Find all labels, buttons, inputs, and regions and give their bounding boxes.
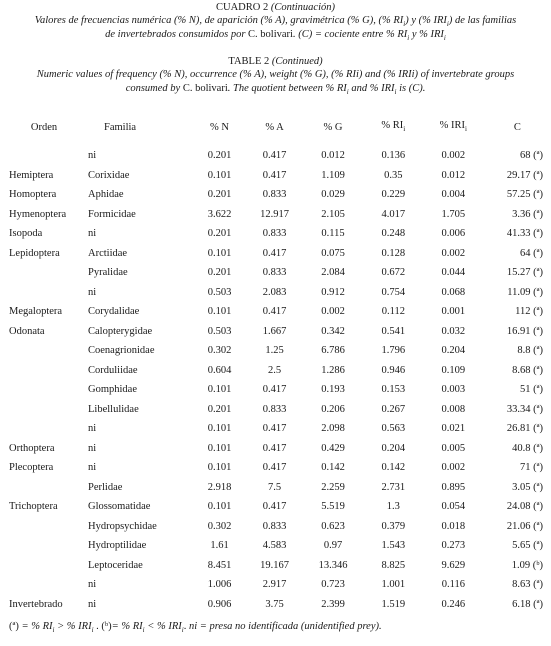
cell-orden xyxy=(0,419,88,439)
cell-c: 40.8 (ª) xyxy=(512,442,543,454)
cell-ri: 0.35 xyxy=(384,169,403,181)
table-row xyxy=(0,380,551,400)
cell-orden: Hemiptera xyxy=(9,169,54,181)
cell-iri: 0.032 xyxy=(441,325,466,337)
cell-familia: Corixidae xyxy=(88,169,130,181)
cell-ri: 0.563 xyxy=(381,423,406,435)
table-row xyxy=(0,497,551,517)
cell-c: 51 (ª) xyxy=(519,384,543,396)
cell-orden: Odonata xyxy=(9,325,45,337)
cell-c: 16.91 (ª) xyxy=(506,325,543,337)
cell-a: 0.417 xyxy=(262,442,287,454)
cell-familia: ni xyxy=(88,423,97,435)
cell-g: 0.142 xyxy=(321,462,345,474)
cell-ri: 0.379 xyxy=(381,520,406,532)
cell-familia: Hydroptilidae xyxy=(88,540,147,552)
cell-c: 8.63 (ª) xyxy=(512,579,543,591)
cell-ri: 0.112 xyxy=(381,306,405,318)
cell-orden xyxy=(0,146,88,166)
cell-familia: Glossomatidae xyxy=(88,501,151,513)
cell-n: 0.101 xyxy=(207,247,232,259)
caption-title-es: CUADRO 2 (Continuación) xyxy=(215,2,335,13)
cell-n: 8.451 xyxy=(207,559,232,571)
table-row xyxy=(0,341,551,361)
cell-iri: 0.246 xyxy=(441,598,466,610)
cell-familia: Calopterygidae xyxy=(88,325,153,337)
cell-g: 5.519 xyxy=(321,501,345,513)
cell-familia: ni xyxy=(88,462,97,474)
cell-iri: 0.021 xyxy=(441,423,466,435)
caption-title-en: TABLE 2 (Continued) xyxy=(228,56,323,67)
cell-orden xyxy=(0,263,88,283)
caption-line2-es: de invertebrados consumidos por C. bolivari. (C) = cociente entre % $RI_i$ y % $IRI_i$ xyxy=(105,29,446,43)
cell-n: 0.101 xyxy=(207,169,232,181)
cell-n: 0.201 xyxy=(207,150,232,162)
cell-iri: 0.002 xyxy=(441,150,466,162)
cell-c: 64 (ª) xyxy=(519,247,543,259)
cell-a: 0.417 xyxy=(262,247,287,259)
cell-c: 29.17 (ª) xyxy=(506,169,543,181)
table-row xyxy=(0,146,551,166)
table-row xyxy=(0,458,551,478)
cell-orden xyxy=(0,575,88,595)
cell-ri: 0.267 xyxy=(381,403,406,415)
cell-ri: 1.796 xyxy=(381,345,406,357)
table-row xyxy=(0,400,551,420)
cell-ri: 0.204 xyxy=(381,442,406,454)
cell-ri: 0.541 xyxy=(381,325,406,337)
table-row xyxy=(0,263,551,283)
cell-familia: Pyralidae xyxy=(88,267,128,279)
cell-iri: 0.109 xyxy=(441,364,466,376)
cell-c: 3.36 (ª) xyxy=(512,208,543,220)
cell-g: 0.97 xyxy=(323,540,343,552)
cell-ri: 1.519 xyxy=(381,598,406,610)
cell-familia: ni xyxy=(88,286,97,298)
cell-c: 6.18 (ª) xyxy=(512,598,543,610)
cell-n: 0.201 xyxy=(207,189,232,201)
cell-orden xyxy=(0,478,88,498)
cell-a: 0.833 xyxy=(262,228,287,240)
cell-orden xyxy=(0,283,88,303)
cell-n: 0.604 xyxy=(207,364,232,376)
cell-orden xyxy=(0,556,88,576)
cell-n: 0.302 xyxy=(207,345,232,357)
table-row xyxy=(0,361,551,381)
cell-n: 0.201 xyxy=(207,267,232,279)
cell-n: 0.101 xyxy=(207,442,232,454)
cell-n: 0.101 xyxy=(207,462,232,474)
table-row xyxy=(0,185,551,205)
cell-familia: ni xyxy=(88,228,97,240)
cell-c: 3.05 (ª) xyxy=(512,481,543,493)
cell-familia: Arctiidae xyxy=(88,247,128,259)
table-row xyxy=(0,536,551,556)
cell-ri: 0.248 xyxy=(381,228,406,240)
cell-orden xyxy=(0,361,88,381)
header-spacer xyxy=(0,137,551,146)
cell-c: 71 (ª) xyxy=(519,462,543,474)
cell-orden xyxy=(0,536,88,556)
cell-n: 0.101 xyxy=(207,384,232,396)
header-g: % G xyxy=(323,121,343,133)
cell-g: 2.399 xyxy=(321,598,345,610)
cell-ri: 0.128 xyxy=(381,247,406,259)
table-row xyxy=(0,302,551,322)
cell-orden xyxy=(0,380,88,400)
cell-familia: ni xyxy=(88,598,97,610)
table-row xyxy=(0,556,551,576)
table-row xyxy=(0,205,551,225)
cell-iri: 0.012 xyxy=(441,169,466,181)
table-row xyxy=(0,517,551,537)
cell-n: 2.918 xyxy=(207,481,232,493)
caption-line1-en: Numeric values of frequency (% N), occurrence (% A), weight (% G), (% RIi) and (% IRIi) of invertebrate groups xyxy=(36,69,515,80)
header-c: C xyxy=(513,121,521,133)
cell-c: 112 (ª) xyxy=(515,306,543,318)
table-row xyxy=(0,322,551,342)
table-row xyxy=(0,575,551,595)
table-row xyxy=(0,419,551,439)
cell-c: 8.8 (ª) xyxy=(517,345,543,357)
cell-ri: 4.017 xyxy=(381,208,406,220)
cell-iri: 0.044 xyxy=(441,267,466,279)
cell-iri: 0.002 xyxy=(441,462,466,474)
cell-a: 0.417 xyxy=(262,384,287,396)
cell-ri: 2.731 xyxy=(381,481,406,493)
cell-g: 0.206 xyxy=(321,403,345,415)
table-row xyxy=(0,595,551,615)
cell-iri: 0.001 xyxy=(441,306,466,318)
cell-g: 6.786 xyxy=(321,345,345,357)
cell-g: 1.109 xyxy=(321,169,345,181)
cell-ri: 0.672 xyxy=(381,267,406,279)
cell-orden: Homoptera xyxy=(9,189,57,201)
cell-iri: 0.204 xyxy=(441,345,466,357)
cell-a: 0.417 xyxy=(262,169,287,181)
cell-g: 0.002 xyxy=(321,306,345,318)
cell-a: 7.5 xyxy=(268,481,282,493)
cell-iri: 0.008 xyxy=(441,403,466,415)
cell-n: 3.622 xyxy=(207,208,232,220)
cell-c: 1.09 (ᵇ) xyxy=(511,559,543,571)
cell-a: 1.25 xyxy=(265,345,284,357)
cell-a: 2.5 xyxy=(268,364,282,376)
cell-n: 1.61 xyxy=(210,540,229,552)
cell-g: 13.346 xyxy=(318,559,348,571)
cell-orden: Trichoptera xyxy=(9,501,58,513)
cell-orden: Orthoptera xyxy=(9,442,55,454)
cell-iri: 0.006 xyxy=(441,228,466,240)
cell-familia: Libellulidae xyxy=(88,403,139,415)
cell-iri: 9.629 xyxy=(441,559,466,571)
cell-familia: ni xyxy=(88,442,97,454)
cell-iri: 0.002 xyxy=(441,247,466,259)
cell-c: 26.81 (ª) xyxy=(506,423,543,435)
cell-ri: 1.543 xyxy=(381,540,406,552)
cell-iri: 0.068 xyxy=(441,286,466,298)
footnote: (ª) = % $RI_i$ > % $IRI_i$ . (ᵇ)= % $RI_i$ < % $IRI_i$. ni = presa no identificada (unidentified prey). xyxy=(9,621,382,635)
cell-iri: 0.004 xyxy=(441,189,466,201)
cell-iri: 0.018 xyxy=(441,520,466,532)
cell-g: 0.723 xyxy=(321,579,345,591)
cell-familia: Corydalidae xyxy=(88,306,140,318)
cell-n: 0.201 xyxy=(207,228,232,240)
cell-orden xyxy=(0,341,88,361)
cell-c: 24.08 (ª) xyxy=(506,501,543,513)
table-body xyxy=(0,146,551,614)
cell-orden xyxy=(0,400,88,420)
caption-line2-en: consumed by C. bolivari. The quotient between % $RI_i$ and % $IRI_i$ is (C). xyxy=(125,83,426,97)
cell-c: 33.34 (ª) xyxy=(506,403,543,415)
cell-a: 0.417 xyxy=(262,423,287,435)
cell-ri: 0.142 xyxy=(381,462,406,474)
cell-a: 0.833 xyxy=(262,189,287,201)
header-iri: % $IRI_i$ xyxy=(439,120,467,134)
table-row xyxy=(0,283,551,303)
cell-g: 2.098 xyxy=(321,423,345,435)
cell-iri: 0.003 xyxy=(441,384,466,396)
cell-g: 0.342 xyxy=(321,325,345,337)
cell-orden: Lepidoptera xyxy=(9,247,60,259)
cell-orden: Isopoda xyxy=(9,228,43,240)
cell-familia: ni xyxy=(88,579,97,591)
cell-familia: Coenagrionidae xyxy=(88,345,155,357)
header-familia: Familia xyxy=(104,121,137,133)
frequency-table xyxy=(0,117,551,614)
cell-n: 0.503 xyxy=(207,286,232,298)
cell-familia: Hydropsychidae xyxy=(88,520,157,532)
cell-c: 8.68 (ª) xyxy=(512,364,543,376)
cell-familia: Leptoceridae xyxy=(88,559,143,571)
cell-g: 2.084 xyxy=(321,267,345,279)
cell-familia: Formicidae xyxy=(88,208,136,220)
cell-n: 0.906 xyxy=(207,598,232,610)
cell-ri: 0.153 xyxy=(381,384,406,396)
cell-g: 2.105 xyxy=(321,208,345,220)
cell-iri: 0.895 xyxy=(441,481,466,493)
cell-n: 1.006 xyxy=(207,579,232,591)
cell-orden: Invertebrado xyxy=(9,598,63,610)
cell-a: 0.833 xyxy=(262,403,287,415)
cell-n: 0.302 xyxy=(207,520,232,532)
cell-g: 2.259 xyxy=(321,481,345,493)
cell-a: 0.833 xyxy=(262,520,287,532)
header-orden: Orden xyxy=(30,121,58,133)
header-a: % A xyxy=(265,121,284,133)
table-row xyxy=(0,439,551,459)
cell-a: 1.667 xyxy=(262,325,287,337)
cell-a: 2.083 xyxy=(262,286,287,298)
cell-a: 4.583 xyxy=(262,540,287,552)
cell-g: 0.012 xyxy=(321,150,345,162)
cell-orden xyxy=(0,517,88,537)
cell-a: 2.917 xyxy=(262,579,287,591)
cell-familia: Corduliidae xyxy=(88,364,138,376)
cell-g: 0.193 xyxy=(321,384,345,396)
table-row xyxy=(0,166,551,186)
cell-g: 0.029 xyxy=(321,189,345,201)
cell-n: 0.101 xyxy=(207,306,232,318)
cell-c: 5.65 (ª) xyxy=(512,540,543,552)
cell-iri: 0.273 xyxy=(441,540,466,552)
header-n: % N xyxy=(210,121,229,133)
cell-orden: Hymenoptera xyxy=(9,208,67,220)
cell-familia: ni xyxy=(88,150,97,162)
cell-familia: Aphidae xyxy=(88,189,124,201)
cell-c: 15.27 (ª) xyxy=(506,267,543,279)
cell-c: 41.33 (ª) xyxy=(506,228,543,240)
cell-g: 1.286 xyxy=(321,364,345,376)
cell-familia: Gomphidae xyxy=(88,384,137,396)
cell-n: 0.101 xyxy=(207,423,232,435)
cell-a: 3.75 xyxy=(265,598,284,610)
cell-ri: 1.001 xyxy=(381,579,406,591)
cell-c: 68 (ª) xyxy=(519,150,543,162)
cell-a: 0.417 xyxy=(262,501,287,513)
cell-g: 0.623 xyxy=(321,520,345,532)
cell-iri: 0.116 xyxy=(441,579,465,591)
cell-n: 0.101 xyxy=(207,501,232,513)
cell-iri: 0.054 xyxy=(441,501,466,513)
cell-familia: Perlidae xyxy=(88,481,123,493)
table-row xyxy=(0,224,551,244)
cell-orden: Megaloptera xyxy=(9,306,63,318)
cell-a: 0.417 xyxy=(262,306,287,318)
cell-ri: 8.825 xyxy=(381,559,406,571)
cell-iri: 0.005 xyxy=(441,442,466,454)
cell-ri: 0.136 xyxy=(381,150,406,162)
cell-ri: 0.946 xyxy=(381,364,406,376)
cell-g: 0.429 xyxy=(321,442,345,454)
cell-orden: Plecoptera xyxy=(9,462,54,474)
cell-iri: 1.705 xyxy=(441,208,466,220)
caption-line1-es: Valores de frecuencias numérica (% N), de aparición (% A), gravimétrica (% G), (% $RI_i$) y (% $IRI_i$) de las familias xyxy=(34,15,517,29)
cell-n: 0.503 xyxy=(207,325,232,337)
cell-g: 0.115 xyxy=(321,228,345,240)
table-row xyxy=(0,244,551,264)
cell-c: 21.06 (ª) xyxy=(506,520,543,532)
cell-a: 0.417 xyxy=(262,150,287,162)
cell-c: 57.25 (ª) xyxy=(506,189,543,201)
cell-a: 19.167 xyxy=(260,559,289,571)
cell-n: 0.201 xyxy=(207,403,232,415)
cell-c: 11.09 (ª) xyxy=(507,286,543,298)
cell-a: 0.417 xyxy=(262,462,287,474)
cell-ri: 1.3 xyxy=(386,501,400,513)
cell-ri: 0.229 xyxy=(381,189,406,201)
cell-a: 12.917 xyxy=(260,208,289,220)
cell-g: 0.912 xyxy=(321,286,345,298)
cell-ri: 0.754 xyxy=(381,286,406,298)
cell-a: 0.833 xyxy=(262,267,287,279)
cell-g: 0.075 xyxy=(321,247,345,259)
table-header-row xyxy=(0,117,551,137)
header-ri: % $RI_i$ xyxy=(381,120,406,134)
table-row xyxy=(0,478,551,498)
